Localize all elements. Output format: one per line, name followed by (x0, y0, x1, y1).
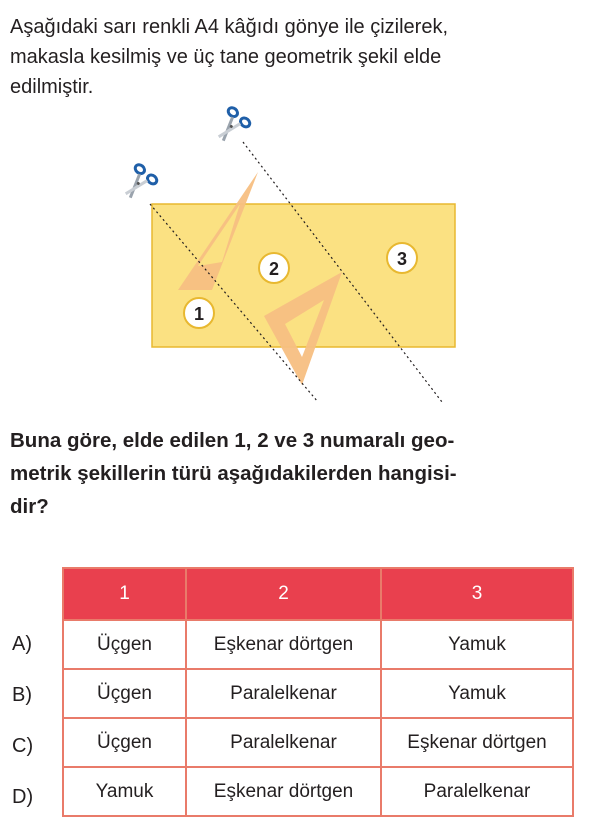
table-cell: Eşkenar dörtgen (381, 718, 573, 767)
shape-label-2 (259, 253, 289, 283)
shape-label-1 (184, 298, 214, 328)
table-cell: Yamuk (63, 767, 186, 816)
option-label-d[interactable]: D) (12, 786, 34, 808)
table-row[interactable] (63, 669, 573, 718)
scissors-icon (211, 106, 251, 147)
svg-text:1: 1 (193, 304, 205, 324)
table-cell: Üçgen (63, 718, 186, 767)
shape-label-3 (387, 243, 417, 273)
question-line: metrik şekillerin türü aşağıdakilerden hangisi- (10, 462, 457, 485)
table-header-row (63, 568, 573, 620)
table-cell: Eşkenar dörtgen (186, 767, 381, 816)
column-header: 2 (186, 568, 381, 620)
scissors-icon (118, 163, 158, 204)
answer-table (62, 567, 572, 817)
table-row[interactable] (63, 620, 573, 669)
question-line: dir? (10, 495, 49, 518)
question-text (10, 424, 585, 523)
svg-text:3: 3 (396, 249, 408, 269)
intro-line: Aşağıdaki sarı renkli A4 kâğıdı gönye ile çizilerek, (10, 16, 448, 38)
table-cell: Paralelkenar (381, 767, 573, 816)
table-row[interactable] (63, 718, 573, 767)
table-cell: Yamuk (381, 620, 573, 669)
svg-text:2: 2 (268, 259, 280, 279)
column-header: 1 (63, 568, 186, 620)
table-cell: Yamuk (381, 669, 573, 718)
option-label-a[interactable]: A) (12, 633, 32, 655)
intro-line: edilmiştir. (10, 76, 94, 98)
question-line: Buna göre, elde edilen 1, 2 ve 3 numaralı geo- (10, 429, 455, 452)
table-cell: Üçgen (63, 620, 186, 669)
option-label-b[interactable]: B) (12, 684, 32, 706)
table-row[interactable] (63, 767, 573, 816)
table-cell: Eşkenar dörtgen (186, 620, 381, 669)
option-label-c[interactable]: C) (12, 735, 34, 757)
column-header: 3 (381, 568, 573, 620)
cut-paper-figure (0, 100, 595, 410)
intro-text (10, 12, 585, 102)
table-cell: Paralelkenar (186, 669, 381, 718)
table-cell: Paralelkenar (186, 718, 381, 767)
table-cell: Üçgen (63, 669, 186, 718)
intro-line: makasla kesilmiş ve üç tane geometrik şekil elde (10, 46, 442, 68)
